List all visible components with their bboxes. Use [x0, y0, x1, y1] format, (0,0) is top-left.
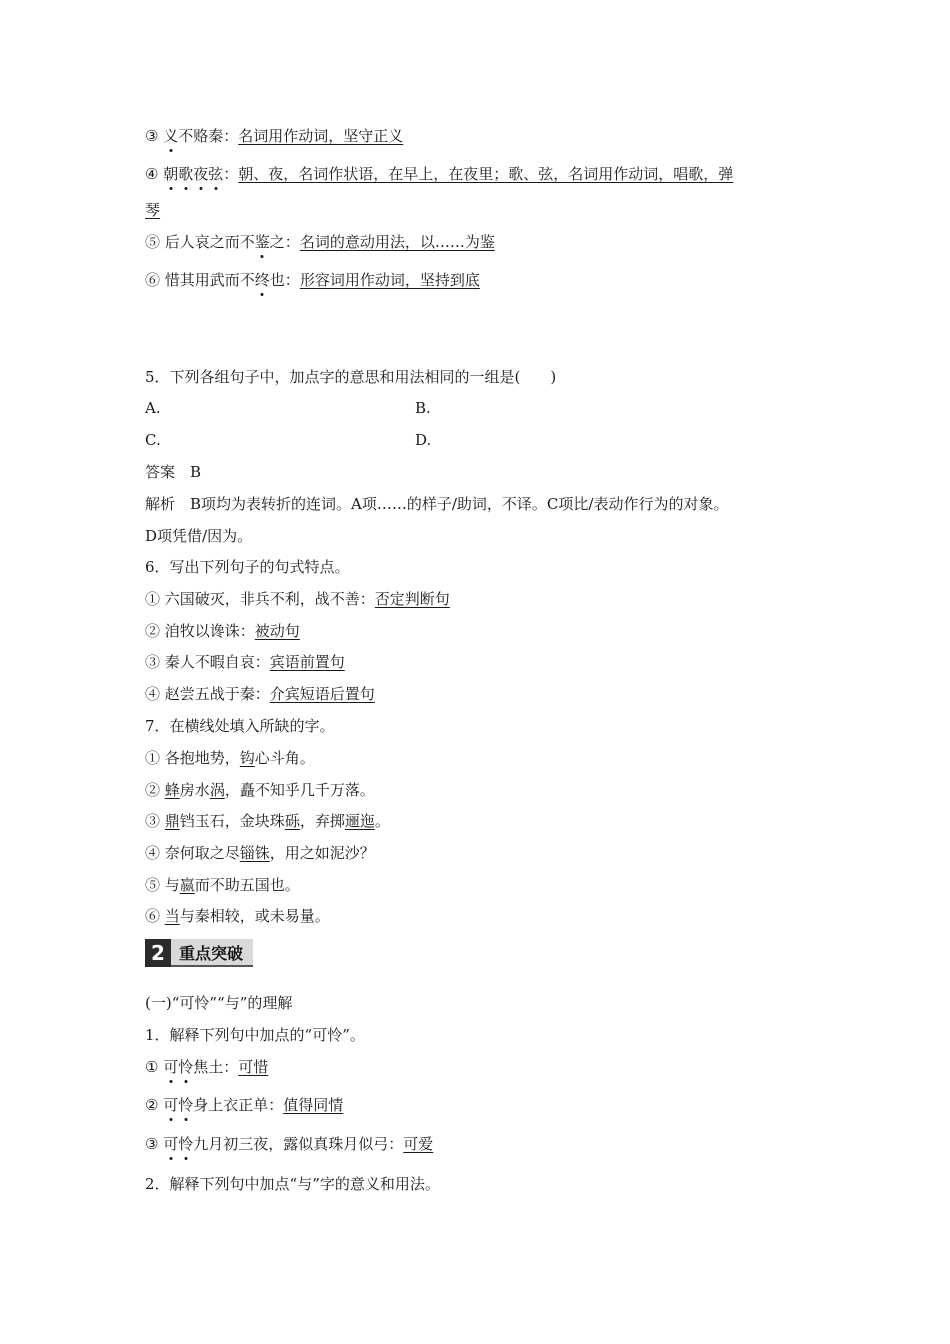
- analysis-5: 解析 B项均为表转折的连词。A项……的样子/助词，不译。C项比/表动作行为的对象。: [145, 495, 729, 513]
- question-7: 7．在横线处填入所缺的字。: [145, 717, 335, 735]
- q6-item-1: ① 六国破灭，非兵不利，战不善：否定判断句: [145, 590, 450, 608]
- part1-item-3: ③ 可怜九月初三夜，露似真珠月似弓：可爱: [145, 1135, 434, 1153]
- part1-question-1: 1．解释下列句中加点的“可怜”。: [145, 1026, 365, 1044]
- dotted-char: 歌: [178, 165, 194, 183]
- analysis-5-cont: D项凭借/因为。: [145, 527, 253, 545]
- part1-question-2: 2．解释下列句中加点“与”字的意义和用法。: [145, 1175, 440, 1193]
- option-b: B.: [415, 399, 431, 417]
- option-a: A.: [145, 399, 161, 417]
- q7-item-2: ② 蜂房水涡，矗不知乎几千万落。: [145, 781, 375, 799]
- answer-text: 琴: [145, 201, 161, 219]
- answer-text: 名词的意动用法，以……为鉴: [299, 233, 495, 251]
- q7-item-6: ⑥ 当与秦相较，或未易量。: [145, 907, 330, 925]
- q7-item-1: ① 各抱地势，钩心斗角。: [145, 749, 315, 767]
- part1-item-1: ① 可怜焦土：可惜: [145, 1058, 269, 1076]
- q6-item-3: ③ 秦人不暇自哀：宾语前置句: [145, 653, 345, 671]
- option-d: D.: [415, 431, 432, 449]
- section-number: 2: [145, 939, 171, 967]
- q6-item-4: ④ 赵尝五战于秦：介宾短语后置句: [145, 685, 375, 703]
- section-title: 重点突破: [171, 939, 253, 967]
- answer-text: 宾语前置句: [269, 653, 345, 671]
- answer-text: 值得同情: [283, 1096, 344, 1114]
- q7-item-4: ④ 奈何取之尽锱铢，用之如泥沙？: [145, 844, 375, 862]
- answer-5: 答案 B: [145, 463, 202, 481]
- answer-text: 否定判断句: [374, 590, 450, 608]
- answer-text: 被动句: [254, 622, 300, 640]
- answer-text: 形容词用作动词，坚持到底: [299, 271, 480, 289]
- answer-text: 介宾短语后置句: [269, 685, 375, 703]
- answer-line-3: ③ 义不赂秦：名词用作动词，坚守正义: [145, 127, 404, 145]
- q7-item-3: ③ 鼎铛玉石，金块珠砾，弃掷逦迤。: [145, 812, 390, 830]
- option-c: C.: [145, 431, 161, 449]
- answer-line-4-cont: [145, 200, 160, 220]
- answer-text: 朝、夜，名词作状语，在早上，在夜里；歌、弦，名词用作动词，唱歌，弹: [238, 165, 734, 183]
- dotted-char: 义: [163, 127, 179, 145]
- question-6: 6．写出下列句子的句式特点。: [145, 558, 350, 576]
- dotted-char: 弦: [208, 165, 224, 183]
- dotted-char: 朝: [163, 165, 179, 183]
- q7-item-5: ⑤ 与嬴而不助五国也。: [145, 876, 300, 894]
- part-heading: (一)“可怜”“与”的理解: [145, 994, 293, 1012]
- section-header: [145, 939, 253, 967]
- dotted-char: 鉴: [254, 233, 270, 251]
- answer-line-5: ⑤ 后人哀之而不鉴之：名词的意动用法，以……为鉴: [145, 233, 495, 251]
- answer-text: 名词用作动词，坚守正义: [238, 127, 404, 145]
- answer-line-4: ④ 朝歌夜弦：朝、夜，名词作状语，在早上，在夜里；歌、弦，名词用作动词，唱歌，弹: [145, 165, 734, 183]
- dotted-char: 终: [254, 271, 270, 289]
- dotted-char: 夜: [193, 165, 209, 183]
- answer-text: 可爱: [403, 1135, 434, 1153]
- answer-line-6: ⑥ 惜其用武而不终也：形容词用作动词，坚持到底: [145, 271, 480, 289]
- answer-text: 可惜: [238, 1058, 269, 1076]
- question-5: 5．下列各组句子中，加点字的意思和用法相同的一组是( ): [145, 368, 557, 386]
- q6-item-2: ② 洎牧以谗诛：被动句: [145, 622, 300, 640]
- part1-item-2: ② 可怜身上衣正单：值得同情: [145, 1096, 344, 1114]
